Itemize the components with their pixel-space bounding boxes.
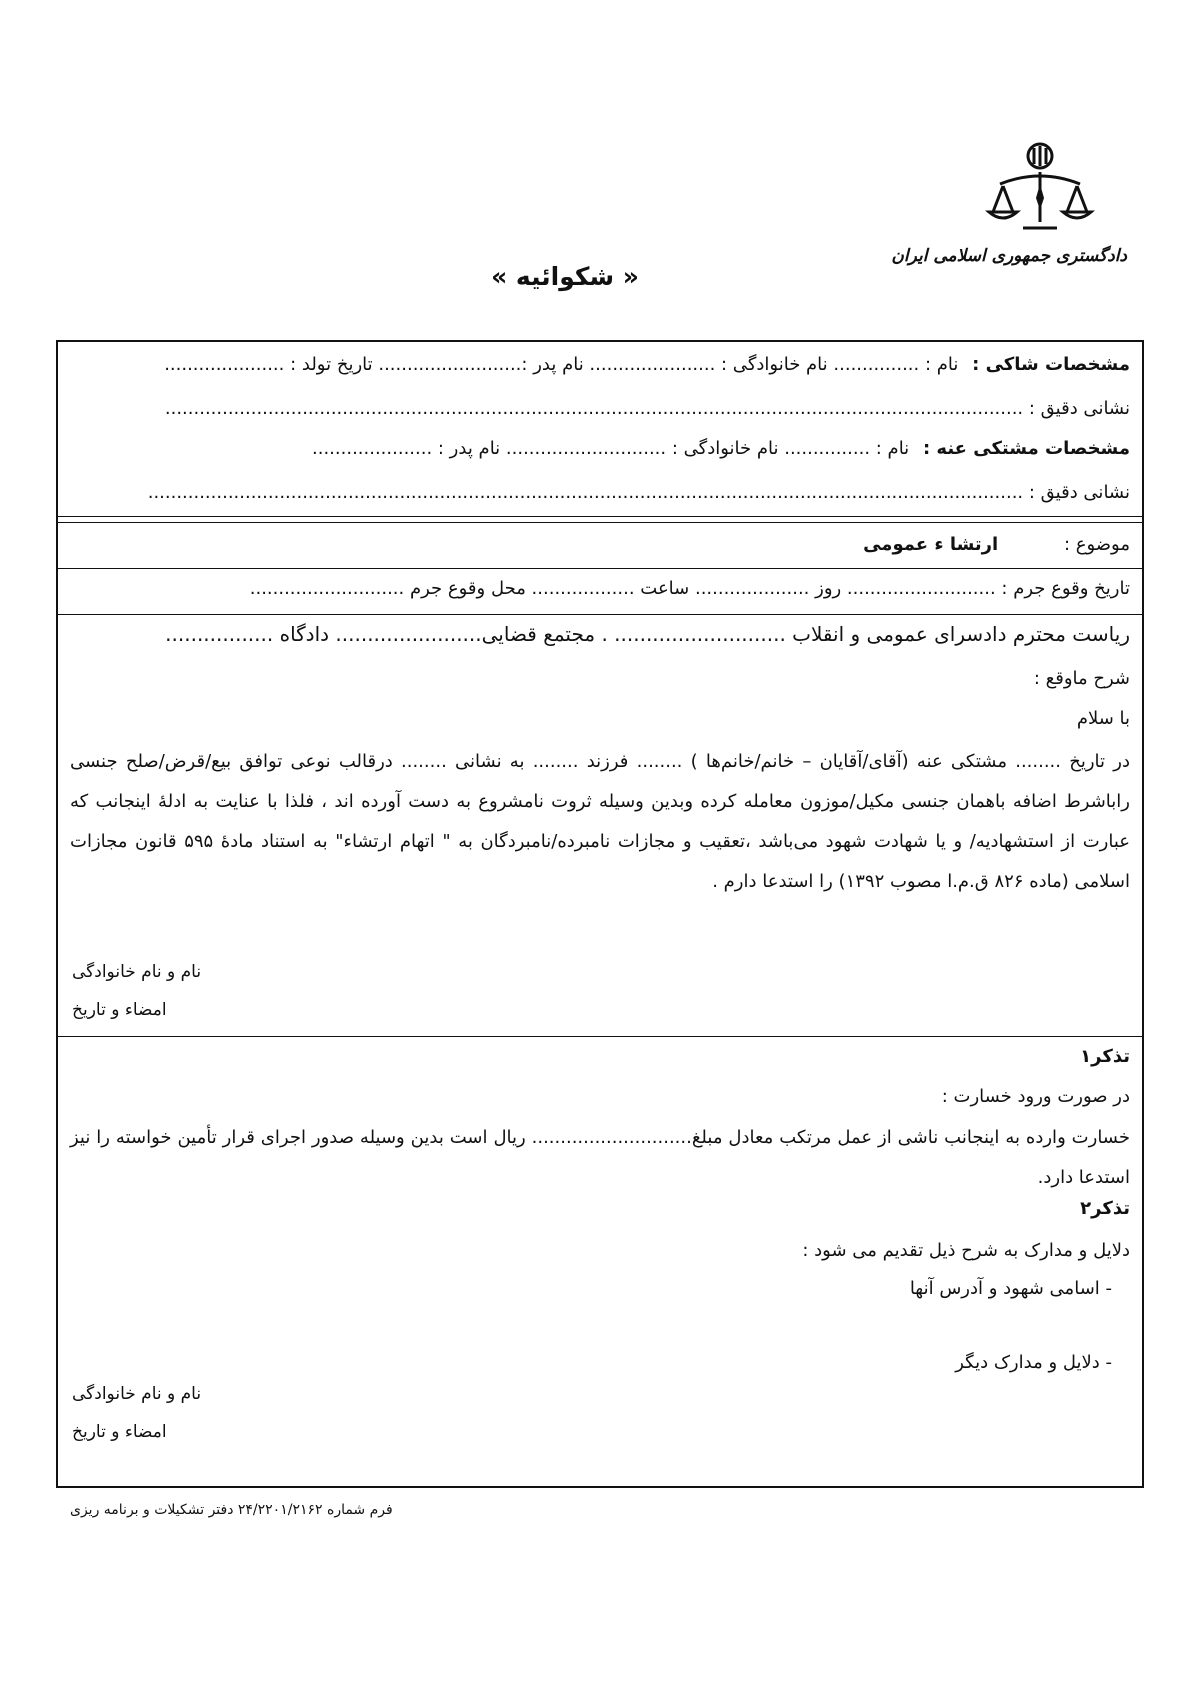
- description-label: شرح ماوقع :: [1033, 668, 1130, 689]
- complainant-fields[interactable]: نام : ............... نام خانوادگی : ...................... نام پدر :......................... تاریخ تولد : .....................: [164, 354, 959, 375]
- divider: [58, 568, 1142, 569]
- defendant-address[interactable]: نشانی دقیق : .........................................................................................................................................................: [147, 482, 1130, 503]
- note2-item-other-evidence: - دلایل و مدارک دیگر: [955, 1352, 1112, 1373]
- divider: [58, 522, 1142, 523]
- signature-sign-label: امضاء و تاریخ: [72, 1000, 167, 1020]
- complainant-line: [58, 354, 1130, 375]
- crime-time-line[interactable]: تاریخ وقوع جرم : .......................... روز .................... ساعت .................. محل وقوع جرم ...........................: [249, 578, 1130, 599]
- form-frame: [56, 340, 1144, 1488]
- form-number-footer: فرم شماره ۲۴/۲۲۰۱/۲۱۶۲ دفتر تشکیلات و برنامه ریزی: [70, 1502, 393, 1518]
- judiciary-caption: دادگستری جمهوری اسلامی ایران: [891, 246, 1127, 266]
- note1-heading: تذکر۱: [1080, 1046, 1130, 1067]
- defendant-heading: مشخصات مشتکی عنه :: [922, 438, 1130, 459]
- note2-item-witnesses: - اسامی شهود و آدرس آنها: [909, 1278, 1112, 1299]
- complaint-body-text: در تاریخ ........ مشتکی عنه (آقای/آقایان – خانم/خانم‌ها ) ........ فرزند ........ به نشانی ........ درقالب نوعی توافق بیع/قرض/صلح جنسی راباشرط اضافه باهمان جنسی مکیل/موزون معامله کرده وبدین وسیله ثروت نامشروع به دست آورده اند ، فلذا با عنایت به ادلۀ اینجانب که عبارت از استشهادیه/ و یا شهادت شهود می‌باشد ،تعقیب و مجازات نامبرده/نامبردگان به " اتهام ارتشاء" به استناد مادۀ ۵۹۵ قانون مجازات اسلامی (ماده ۸۲۶ ق.م.ا مصوب ۱۳۹۲) را استدعا دارم .: [70, 751, 1130, 892]
- signature-sign-label: امضاء و تاریخ: [72, 1422, 167, 1442]
- signature-name-label: نام و نام خانوادگی: [72, 1384, 202, 1404]
- page-title: « شکوائیه »: [491, 262, 639, 291]
- defendant-fields[interactable]: نام : ............... نام خانوادگی : ............................ نام پدر : .....................: [312, 438, 910, 459]
- complainant-address[interactable]: نشانی دقیق : ......................................................................................................................................................: [164, 398, 1130, 419]
- addressee-line: ریاست محترم دادسرای عمومی و انقلاب ........................... . مجتمع قضایی....................... دادگاه .................: [165, 622, 1130, 646]
- defendant-line: [58, 438, 1130, 459]
- divider: [58, 1036, 1142, 1037]
- divider: [58, 516, 1142, 517]
- subject-value: ارتشا ء عمومی: [863, 534, 999, 555]
- scales-of-justice-icon: [985, 138, 1095, 238]
- complainant-heading: مشخصات شاکی :: [972, 354, 1130, 375]
- subject-label: موضوع :: [1063, 534, 1130, 555]
- judiciary-emblem: [891, 138, 1135, 298]
- note1-text: خسارت وارده به اینجانب ناشی از عمل مرتکب معادل مبلغ............................ ریال است بدین وسیله صدور اجرای قرار تأمین خواسته را نیز استدعا دارد.: [70, 1127, 1130, 1188]
- note1-intro: در صورت ورود خسارت :: [941, 1086, 1130, 1107]
- note2-intro: دلایل و مدارک به شرح ذیل تقدیم می شود :: [802, 1240, 1130, 1261]
- subject-line: [58, 534, 1130, 555]
- signature-name-label: نام و نام خانوادگی: [72, 962, 202, 982]
- greeting: با سلام: [1076, 708, 1130, 729]
- divider: [58, 614, 1142, 615]
- note2-heading: تذکر۲: [1080, 1198, 1130, 1219]
